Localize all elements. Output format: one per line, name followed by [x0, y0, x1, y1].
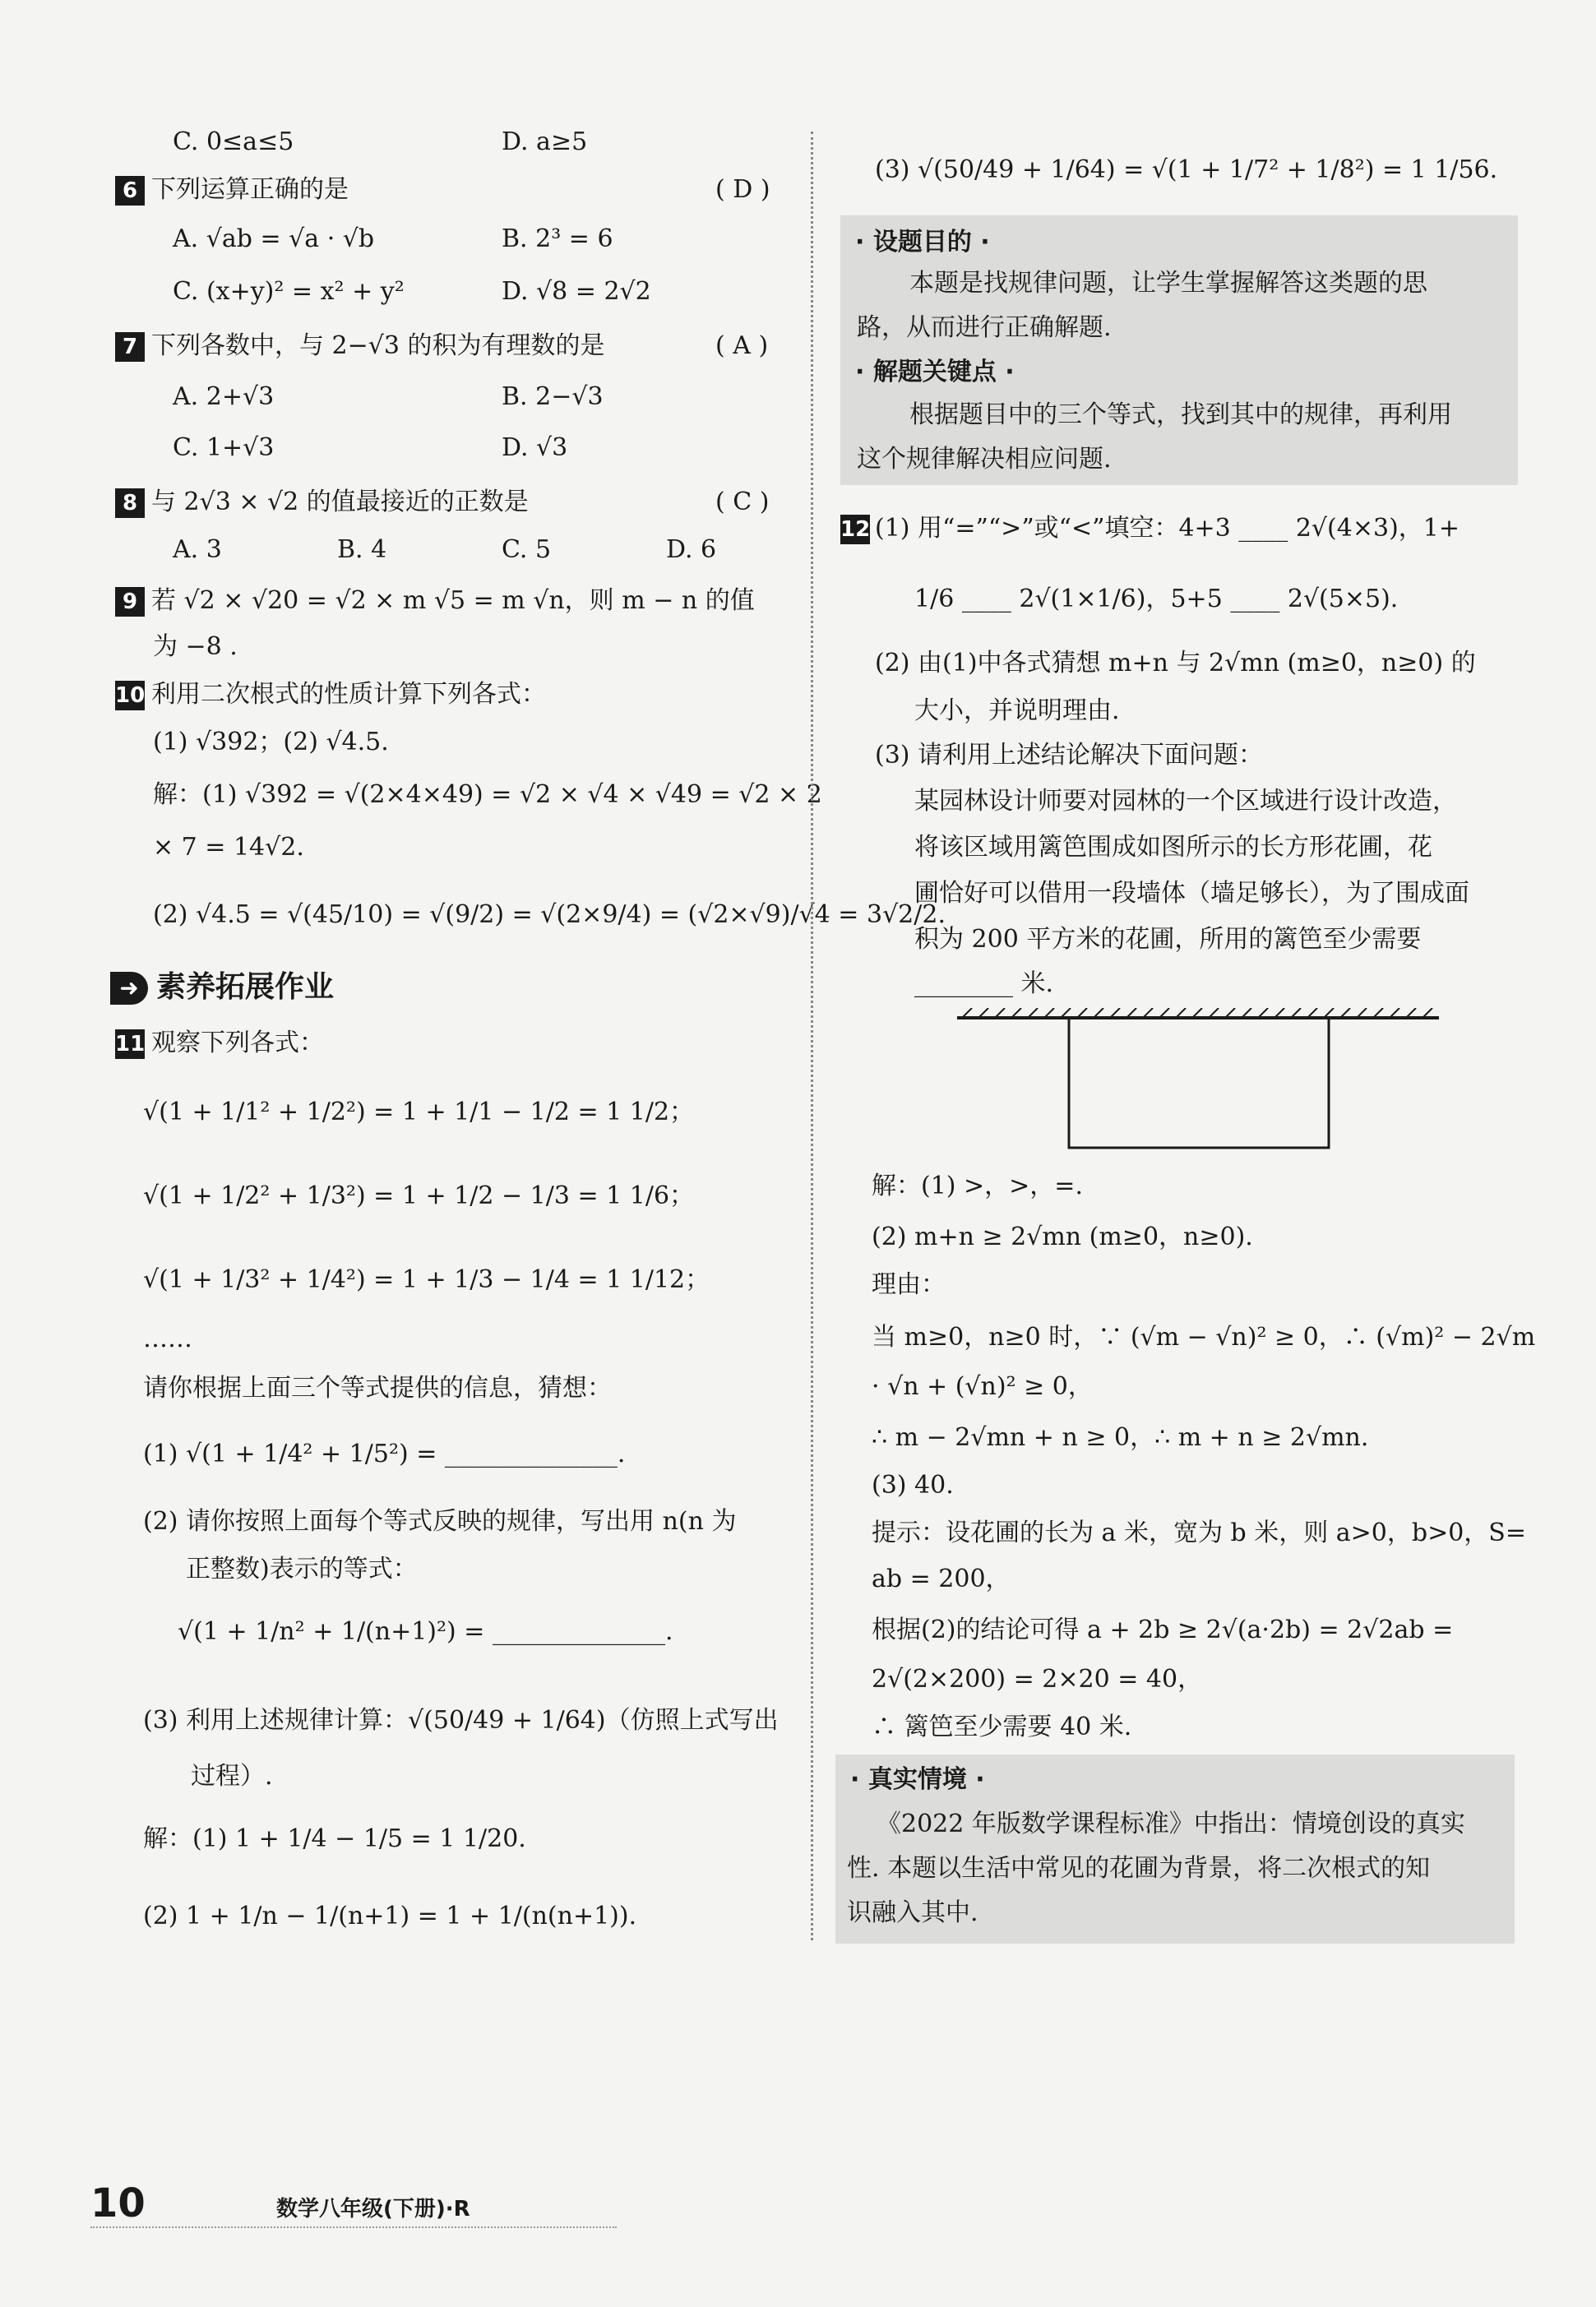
line-text: 圃恰好可以借用一段墙体（墙足够长），为了围成面	[914, 879, 1469, 908]
line-text: √(1 + 1/1² + 1/2²) = 1 + 1/1 − 1/2 = 1 1/2；	[143, 1098, 695, 1126]
footer-rule	[90, 2226, 617, 2228]
line-text: 某园林设计师要对园林的一个区域进行设计改造，	[914, 787, 1457, 816]
text-line	[502, 536, 551, 565]
text-line	[153, 834, 304, 862]
question-number: 12	[840, 515, 877, 544]
line-text: C. 1+√3	[173, 433, 275, 462]
question-stem	[115, 681, 546, 710]
text-line	[715, 488, 769, 517]
line-text: (1) √392；(2) √4.5.	[153, 728, 389, 756]
question-number: 7	[115, 332, 145, 362]
line-text: B. 2−√3	[502, 382, 604, 411]
text-line	[143, 1375, 612, 1403]
text-line	[872, 1616, 1453, 1645]
text-line	[502, 128, 587, 157]
line-text: A. 3	[173, 535, 222, 564]
line-text: 观察下列各式：	[151, 1029, 324, 1057]
text-line	[502, 383, 604, 412]
line-text: 解：(1) √392 = √(2×4×49) = √2 × √4 × √49 = √2 × 2	[153, 780, 822, 809]
text-line	[914, 585, 1398, 614]
line-text: 大小，并说明理由.	[914, 696, 1120, 725]
note-box-context	[835, 1755, 1515, 1944]
line-text: 根据(2)的结论可得 a + 2b ≥ 2√(a·2b) = 2√2ab =	[872, 1616, 1454, 1644]
text-line	[178, 1618, 673, 1647]
arrow-icon: ➜	[110, 972, 148, 1005]
line-text: (2) 请你按照上面每个等式反映的规律，写出用 n(n 为	[143, 1507, 737, 1536]
text-line	[715, 332, 768, 361]
line-text: 正整数)表示的等式：	[186, 1555, 418, 1583]
question-number: 11	[115, 1029, 145, 1059]
note-title: · 设题目的 ·	[855, 228, 990, 257]
column-divider	[811, 132, 813, 1940]
note-text: 性. 本题以生活中常见的花圃为背景，将二次根式的知	[847, 1854, 1431, 1883]
text-line	[143, 1707, 779, 1736]
line-text: 请你根据上面三个等式提供的信息，猜想：	[143, 1374, 612, 1403]
section-title: 素养拓展作业	[156, 970, 335, 1004]
line-text: A. √ab = √a · √b	[173, 224, 375, 253]
line-text: D. √3	[502, 433, 568, 462]
text-line	[872, 1324, 1535, 1352]
text-line	[153, 633, 238, 662]
text-line	[872, 1713, 1131, 1742]
text-line	[875, 515, 1460, 543]
line-text: 当 m≥0，n≥0 时，∵ (√m − √n)² ≥ 0，∴ (√m)² − 2√m	[872, 1323, 1536, 1352]
text-line	[502, 225, 613, 254]
line-text: √(1 + 1/2² + 1/3²) = 1 + 1/2 − 1/3 = 1 1/6；	[143, 1181, 695, 1210]
line-text: (1) √(1 + 1/4² + 1/5²) = ______________.	[143, 1440, 626, 1468]
text-line	[502, 434, 567, 463]
text-line	[143, 1440, 625, 1469]
text-line	[875, 650, 1476, 678]
line-text: C. (x+y)² = x² + y²	[173, 277, 405, 306]
line-text: C. 5	[502, 535, 552, 564]
line-text: (3) 利用上述规律计算：√(50/49 + 1/64)（仿照上式写出	[143, 1706, 779, 1735]
line-text: (2) √4.5 = √(45/10) = √(9/2) = √(2×9/4) = (√2×√9)/√4 = 3√2/2.	[153, 900, 946, 929]
line-text: (2) 由(1)中各式猜想 m+n 与 2√mn (m≥0，n≥0) 的	[875, 649, 1476, 677]
line-text: ∴ 篱笆至少需要 40 米.	[872, 1713, 1132, 1741]
line-text: 与 2√3 × √2 的值最接近的正数是	[151, 488, 529, 516]
text-line	[914, 880, 1469, 908]
line-text: 理由：	[872, 1270, 946, 1299]
line-text: C. 0≤a≤5	[173, 127, 294, 156]
text-line	[872, 1223, 1253, 1252]
question-number: 6	[115, 176, 145, 206]
text-line	[337, 536, 386, 565]
question-stem	[115, 332, 605, 362]
line-text: 过程）.	[191, 1762, 273, 1791]
line-text: ……	[143, 1325, 192, 1353]
line-text: (1) 用“=”“>”或“<”填空：4+3 ____ 2√(4×3)，1+	[875, 514, 1460, 543]
line-text: ( C )	[715, 488, 770, 516]
line-text: √(1 + 1/n² + 1/(n+1)²) = ______________.	[178, 1617, 673, 1646]
text-line	[872, 1424, 1368, 1453]
text-line	[191, 1763, 273, 1792]
book-title: 数学八年级(下册)·R	[276, 2197, 470, 2221]
line-text: ( A )	[715, 331, 769, 360]
line-text: 解：(1) 1 + 1/4 − 1/5 = 1 1/20.	[143, 1824, 526, 1853]
line-text: ( D )	[715, 175, 770, 204]
text-line	[914, 970, 1053, 999]
text-line	[875, 156, 1497, 185]
text-line	[186, 1556, 418, 1584]
question-stem	[115, 488, 529, 518]
question-number: 10	[115, 681, 145, 710]
text-line	[143, 1902, 636, 1931]
line-text: 若 √2 × √20 = √2 × m √5 = m √n，则 m − n 的值	[151, 586, 755, 615]
text-line	[914, 697, 1120, 726]
line-text: 为 −8 .	[153, 632, 238, 661]
note-title: · 真实情境 ·	[850, 1765, 985, 1794]
text-line	[914, 926, 1421, 955]
text-line	[143, 1182, 694, 1211]
text-line	[143, 1325, 192, 1354]
line-text: (3) 40.	[872, 1471, 954, 1500]
line-text: · √n + (√n)² ≥ 0，	[872, 1372, 1093, 1401]
line-text: 利用二次根式的性质计算下列各式：	[151, 680, 546, 709]
line-text: ________ 米.	[914, 969, 1054, 998]
line-text: (2) m+n ≥ 2√mn (m≥0，n≥0).	[872, 1223, 1253, 1251]
line-text: 2√(2×200) = 2×20 = 40，	[872, 1665, 1203, 1694]
text-line	[143, 1098, 694, 1127]
text-line	[143, 1508, 736, 1537]
line-text: B. 4	[337, 535, 387, 564]
text-line	[872, 1666, 1202, 1694]
note-text: 本题是找规律问题，让学生掌握解答这类题的思	[909, 269, 1427, 298]
line-text: A. 2+√3	[173, 382, 275, 411]
text-line	[173, 278, 405, 307]
note-text: 路，从而进行正确解题.	[857, 313, 1112, 342]
line-text: √(1 + 1/3² + 1/4²) = 1 + 1/3 − 1/4 = 1 1/12；	[143, 1265, 710, 1294]
line-text: (2) 1 + 1/n − 1/(n+1) = 1 + 1/(n(n+1)).	[143, 1902, 637, 1930]
note-text: 这个规律解决相应问题.	[857, 445, 1112, 474]
line-text: 解：(1) >，>，=.	[872, 1172, 1083, 1200]
text-line	[173, 434, 274, 463]
text-line	[153, 728, 389, 757]
text-line	[872, 1373, 1093, 1402]
note-title: · 解题关键点 ·	[855, 358, 1015, 386]
text-line	[872, 1472, 954, 1500]
text-line	[914, 834, 1432, 862]
page-number: 10	[90, 2180, 146, 2226]
text-line	[914, 788, 1457, 816]
line-text: D. √8 = 2√2	[502, 277, 651, 306]
line-text: D. a≥5	[502, 127, 588, 156]
line-text: (3) 请利用上述结论解决下面问题：	[875, 741, 1264, 770]
line-text: 下列各数中，与 2−√3 的积为有理数的是	[151, 331, 605, 360]
question-stem	[115, 1029, 324, 1059]
text-line	[153, 901, 946, 930]
line-text: 积为 200 平方米的花圃，所用的篱笆至少需要	[914, 925, 1422, 954]
line-text: 1/6 ____ 2√(1×1/6)，5+5 ____ 2√(5×5).	[914, 585, 1399, 613]
text-line	[173, 225, 374, 254]
text-line	[666, 536, 716, 565]
text-line	[872, 1172, 1083, 1201]
text-line	[715, 176, 770, 205]
line-text: D. 6	[666, 535, 717, 564]
text-line	[173, 536, 222, 565]
text-line	[143, 1825, 526, 1854]
note-box-purpose	[840, 215, 1518, 485]
text-line	[173, 383, 274, 412]
line-text: 将该区域用篱笆围成如图所示的长方形花圃，花	[914, 833, 1432, 862]
garden-figure	[954, 1008, 1447, 1156]
text-line	[872, 1271, 946, 1300]
line-text: B. 2³ = 6	[502, 224, 613, 253]
note-text: 《2022 年版数学课程标准》中指出：情境创设的真实	[877, 1810, 1465, 1838]
text-line	[872, 1519, 1526, 1548]
line-text: × 7 = 14√2.	[153, 833, 304, 862]
line-text: 下列运算正确的是	[151, 175, 349, 204]
line-text: ab = 200，	[872, 1565, 1011, 1593]
line-text: (3) √(50/49 + 1/64) = √(1 + 1/7² + 1/8²) = 1 1/56.	[875, 155, 1498, 184]
text-line	[872, 1565, 1011, 1594]
note-text: 根据题目中的三个等式，找到其中的规律，再利用	[909, 400, 1452, 429]
question-stem	[115, 176, 349, 206]
question-stem	[115, 587, 755, 617]
text-line	[875, 742, 1263, 770]
note-text: 识融入其中.	[847, 1898, 978, 1927]
section-heading	[110, 964, 334, 1006]
text-line	[173, 128, 294, 157]
text-line	[143, 1266, 710, 1295]
question-number: 9	[115, 587, 145, 617]
text-line	[153, 781, 822, 810]
line-text: ∴ m − 2√mn + n ≥ 0，∴ m + n ≥ 2√mn.	[872, 1423, 1369, 1452]
question-number: 8	[115, 488, 145, 518]
line-text: 提示：设花圃的长为 a 米，宽为 b 米，则 a>0，b>0，S=	[872, 1519, 1526, 1547]
text-line	[502, 278, 651, 307]
